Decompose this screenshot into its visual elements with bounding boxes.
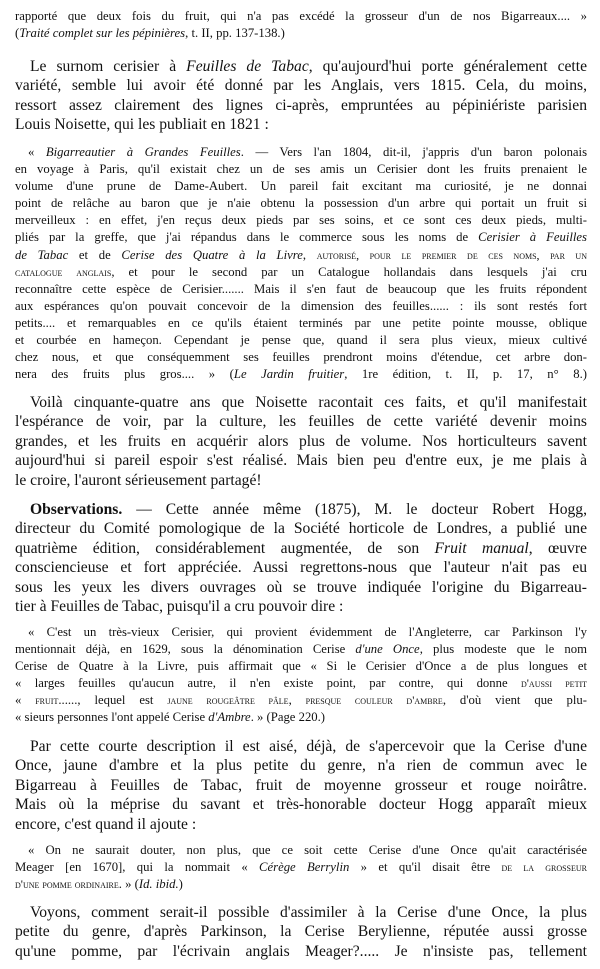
small-caps-text: autorisé, pour le premier de ces noms, par un bbox=[316, 247, 587, 262]
text-line bbox=[15, 264, 587, 281]
text-line bbox=[15, 942, 587, 961]
text-segment: « bbox=[28, 145, 46, 159]
text-line bbox=[15, 500, 587, 519]
italic-text: Cerise des Quatre à la Livre bbox=[121, 247, 303, 262]
text-segment: chez nous, et que conséquemment ses feuilles prendront moins d'étendue, cet arbre don- bbox=[15, 350, 587, 365]
text-line bbox=[15, 8, 587, 25]
small-caps-text: catalogue anglais bbox=[15, 264, 112, 279]
text-segment: merveilleux : en effet, j'en reçus deux pieds par ses soins, et ce sont ces deux pieds, multi- bbox=[15, 213, 587, 228]
text-segment: encore, c'est quand il ajoute : bbox=[15, 815, 197, 833]
small-caps-text: fruit bbox=[35, 693, 59, 708]
text-segment: Once, jaune d'ambre et la plus petite du genre, n'a rien de commun avec le bbox=[15, 757, 587, 775]
text-line bbox=[15, 229, 587, 246]
text-line bbox=[15, 597, 587, 616]
text-line bbox=[15, 658, 587, 675]
text-line bbox=[15, 641, 587, 658]
italic-text: Bigarreautier à Grandes Feuilles bbox=[45, 145, 241, 159]
italic-text: Cerisier à Feuilles bbox=[478, 230, 587, 245]
italic-text: de Tabac bbox=[15, 247, 69, 262]
text-segment: l'espérance de voir, par la culture, les feuilles de cette variété devenir moins bbox=[15, 413, 587, 431]
text-line bbox=[15, 393, 587, 412]
italic-text: Fruit manual bbox=[434, 539, 529, 557]
text-segment: consciencieuse et fort appréciée. Aussi regrettons-nous que l'auteur n'ait pas eu bbox=[15, 559, 587, 577]
quote-noisette bbox=[15, 144, 587, 383]
text-segment: ( bbox=[15, 26, 20, 41]
paragraph-surnom bbox=[15, 57, 587, 135]
text-line bbox=[15, 96, 587, 115]
text-segment: tier à Feuilles de Tabac, puisqu'il a cru pouvoir dire : bbox=[15, 597, 344, 615]
text-segment: « On ne saurait douter, non plus, que ce soit cette Cerise d'une Once qu'ait caractérisée bbox=[28, 843, 587, 857]
text-line bbox=[15, 519, 587, 538]
text-line bbox=[15, 756, 587, 775]
text-segment: » et qu'il disait être bbox=[349, 860, 502, 875]
italic-text: d'Ambre bbox=[208, 710, 251, 725]
text-line bbox=[15, 298, 587, 315]
text-segment: , et pour le second par un Catalogue hollandais dans lesquels j'ai cru bbox=[111, 264, 587, 279]
text-segment: ......, lequel est bbox=[58, 693, 168, 708]
text-line bbox=[15, 212, 587, 229]
text-line bbox=[15, 144, 587, 161]
text-line bbox=[15, 471, 587, 490]
text-line bbox=[15, 25, 587, 42]
text-segment: ) bbox=[178, 877, 183, 892]
text-line bbox=[15, 539, 587, 558]
paragraph-par-cette bbox=[15, 737, 587, 834]
text-segment: quatrième édition, considérablement augmentée, de son bbox=[15, 539, 435, 557]
paragraph-voyons bbox=[15, 903, 587, 961]
text-segment: Meager [en 1670], qui la nommait « bbox=[15, 860, 260, 875]
text-segment: mentionnait déjà, en 1629, sous la dénomination Cerise bbox=[15, 642, 356, 657]
text-segment: « bbox=[15, 693, 36, 708]
text-segment: . » ( bbox=[118, 877, 139, 892]
text-segment: directeur du Comité pomologique de la Société horticole de Londres, a publié une bbox=[15, 520, 587, 538]
text-line bbox=[15, 57, 587, 76]
small-caps-text: de la grosseur bbox=[501, 860, 587, 875]
italic-text: Cérège Berrylin bbox=[259, 860, 350, 875]
text-line bbox=[15, 315, 587, 332]
text-segment: nera des fruits plus gros.... » ( bbox=[15, 367, 234, 382]
text-line bbox=[15, 432, 587, 451]
text-segment: Voyons, comment serait-il possible d'assimiler à la Cerise d'une Once, la plus bbox=[30, 904, 587, 921]
text-line bbox=[15, 366, 587, 383]
text-line bbox=[15, 247, 587, 264]
small-caps-text: jaune rougeâtre pâle bbox=[167, 693, 289, 708]
text-segment: Cerise de Quatre à la Livre, puis affirmait que « Si le Cerisier d'Once a de plus longues et bbox=[15, 659, 587, 674]
text-line bbox=[15, 776, 587, 795]
text-segment: « larges feuilles qu'aucun autre, il n'en existe point, par contre, qui donne bbox=[15, 676, 521, 691]
bold-heading: Observations. bbox=[30, 501, 123, 518]
text-segment: , œuvre bbox=[528, 539, 587, 557]
text-line bbox=[15, 692, 587, 709]
paragraph-observations bbox=[15, 500, 587, 616]
text-segment: en voyage à Paris, qu'il existait chez un de ses amis un Cerisier dont les fruits prenaient le bbox=[15, 162, 587, 177]
text-segment: qu'une pomme, par l'écrivain anglais Meager?..... Je n'insiste pas, tellement bbox=[15, 942, 587, 960]
text-line bbox=[15, 332, 587, 349]
small-caps-text: presque couleur d'ambre bbox=[305, 693, 443, 708]
text-segment: aujourd'hui si pareil espoir s'est réalisé. Mais bien peu d'entre eux, je me plais à bbox=[15, 452, 587, 470]
text-segment: Louis Noisette, qui les publiait en 1821 : bbox=[15, 116, 269, 134]
text-segment: , plus modeste que le nom bbox=[419, 642, 587, 657]
text-segment: Le surnom cerisier à bbox=[30, 58, 187, 75]
text-segment: le croire, l'auront sérieusement partagé! bbox=[15, 471, 262, 489]
text-segment: Bigarreau à Feuilles de Tabac, fruit de moyenne grosseur et rouge noirâtre. bbox=[15, 776, 587, 794]
text-segment: — Cette année même (1875), M. le docteur Robert Hogg, bbox=[122, 501, 587, 518]
text-segment: petits.... et remarquables en ce qu'ils étaient terminés par une petite pointe mousse, oblique bbox=[15, 315, 587, 330]
text-segment: pliés par la greffe, que j'ai répandus dans le commerce sous les noms de bbox=[15, 230, 479, 245]
text-segment: , bbox=[302, 247, 317, 262]
text-line bbox=[15, 178, 587, 195]
text-line bbox=[15, 709, 587, 726]
text-line bbox=[15, 859, 587, 876]
text-segment: Voilà cinquante-quatre ans que Noisette racontait ces faits, et qu'il manifestait bbox=[30, 394, 587, 411]
text-segment: , d'où vient que plu- bbox=[442, 693, 587, 708]
text-segment: , 1re édition, t. II, p. 17, n° 8.) bbox=[344, 367, 587, 382]
small-caps-text: d'une pomme ordinaire bbox=[15, 877, 119, 892]
text-line bbox=[15, 558, 587, 577]
text-line bbox=[15, 675, 587, 692]
small-caps-text: d'aussi petit bbox=[520, 676, 587, 691]
text-segment: ressort assez clairement des lignes ci-après, empruntées au pépiniériste parisien bbox=[15, 96, 587, 114]
text-segment: sous les yeux les divers ouvrages où se trouve indiquée l'origine du Bigarreau- bbox=[15, 578, 587, 596]
text-line bbox=[15, 76, 587, 95]
text-line bbox=[15, 903, 587, 922]
text-segment: rapporté que deux fois du fruit, qui n'a pas excédé la grosseur d'un de nos Bigarreaux.... » bbox=[15, 9, 587, 23]
text-segment: Mais où la méprise du savant et très-honorable docteur Hogg apparaît mieux bbox=[15, 796, 587, 814]
text-segment: aux espérances qu'on pouvait concevoir de la dimension des feuilles...... : ils sont restés fort bbox=[15, 298, 587, 313]
text-segment: « C'est un très-vieux Cerisier, qui provient évidemment de l'Angleterre, car Parkinson l'y bbox=[28, 625, 587, 639]
text-segment: , bbox=[288, 693, 306, 708]
text-line bbox=[15, 842, 587, 859]
quote-hogg bbox=[15, 624, 587, 727]
text-line bbox=[15, 412, 587, 431]
citation-continuation bbox=[15, 8, 587, 42]
text-line bbox=[15, 922, 587, 941]
italic-text: Id. ibid. bbox=[138, 877, 179, 892]
text-segment: Par cette courte description il est aisé, déjà, de s'apercevoir que la Cerise d'une bbox=[30, 738, 587, 755]
text-line bbox=[15, 876, 587, 893]
text-segment: et de bbox=[68, 247, 122, 262]
italic-text: Le Jardin fruitier bbox=[233, 367, 345, 382]
text-segment: variété, semble lui avoir été donné par les Anglais, vers 1815. Cela, du moins, bbox=[15, 77, 587, 95]
quote-meager bbox=[15, 842, 587, 893]
text-line bbox=[15, 624, 587, 641]
italic-text: Traité complet sur les pépinières bbox=[19, 26, 186, 41]
text-line bbox=[15, 578, 587, 597]
paragraph-voila bbox=[15, 393, 587, 490]
text-segment: petite du genre, d'après Parkinson, la Cerise Berylienne, réputée aussi grosse bbox=[15, 923, 587, 941]
text-segment: . » (Page 220.) bbox=[250, 710, 326, 725]
text-segment: « sieurs personnes l'ont appelé Cerise bbox=[15, 710, 209, 725]
text-segment: et courbée en hameçon. Cependant je pense que, quand il sera plus vieux, mieux cultivé bbox=[15, 333, 587, 348]
italic-text: Feuilles de Tabac bbox=[186, 58, 309, 75]
text-segment: point de relâche au baron que je n'aie obtenu la possession d'un arbre qui portait un fruit si bbox=[15, 196, 587, 211]
text-segment: , t. II, pp. 137-138.) bbox=[185, 26, 285, 41]
text-line bbox=[15, 161, 587, 178]
text-segment: , qu'aujourd'hui porte généralement cette bbox=[308, 58, 587, 75]
text-line bbox=[15, 815, 587, 834]
text-line bbox=[15, 281, 587, 298]
text-line bbox=[15, 451, 587, 470]
text-line bbox=[15, 195, 587, 212]
text-segment: grandes, et les fruits en acquérir alors plus de volume. Nos horticulteurs savent bbox=[15, 432, 587, 450]
text-line bbox=[15, 795, 587, 814]
text-segment: . — Vers l'an 1804, dit-il, j'appris d'un baron polonais bbox=[240, 145, 587, 159]
text-segment: volume d'une prune de Dame-Aubert. Un pareil fait excitant ma curiosité, je ne donnai bbox=[15, 179, 587, 194]
italic-text: d'une Once bbox=[355, 642, 420, 657]
text-line bbox=[15, 349, 587, 366]
text-line bbox=[15, 115, 587, 134]
text-line bbox=[15, 737, 587, 756]
text-segment: reconnaître cette espèce de Cerisier....... Mais il s'en faut de beaucoup que les fruits répondent bbox=[15, 281, 587, 296]
